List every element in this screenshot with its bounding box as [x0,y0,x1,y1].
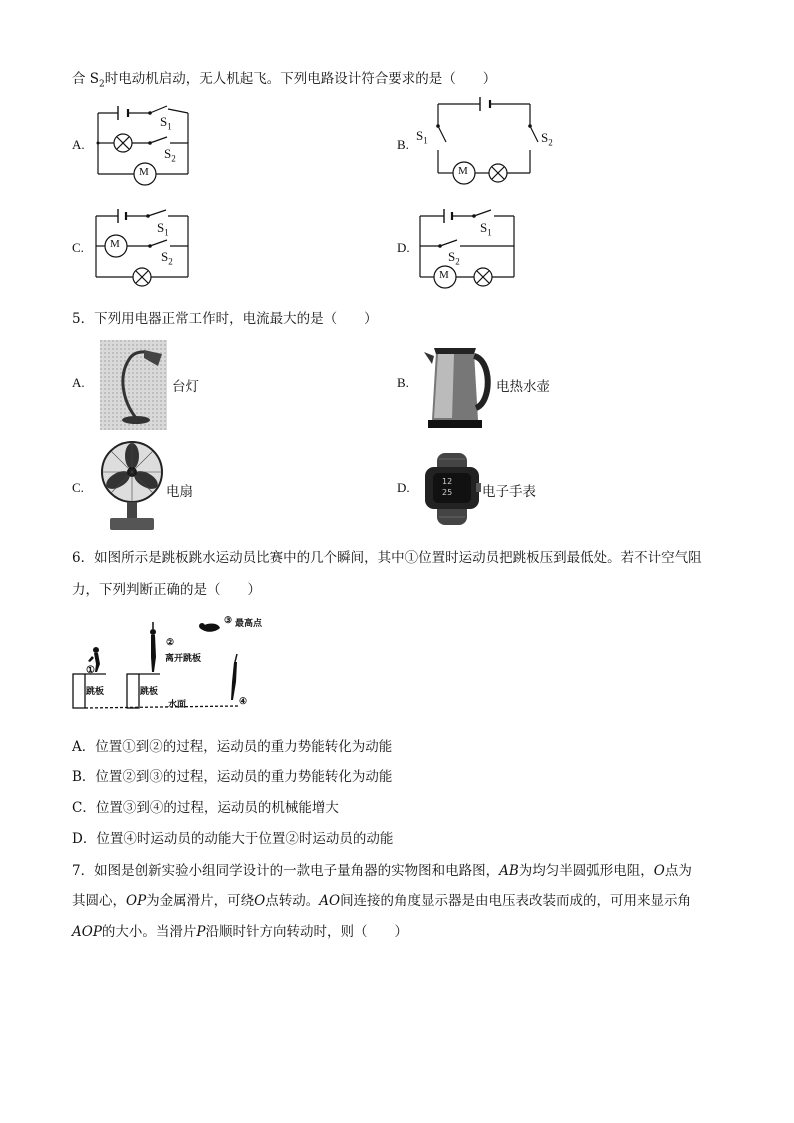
q6-stem-line1: 6．如图所示是跳板跳水运动员比赛中的几个瞬间，其中①位置时运动员把跳板压到最低处。若不计空气阻 [72,550,702,566]
lamp-icon [100,340,167,430]
diving-p4: ④ [239,697,248,707]
q7-line3: AOP的大小。当滑片P沿顺时针方向转动时，则（ ） [72,924,408,940]
q4-a-s1: $S_1$ [160,114,172,132]
q5-option-a-letter[interactable]: A. [72,375,85,390]
q7-line2: 其圆心，OP为金属滑片，可绕O点转动。AO间连接的角度显示器是由电压表改装而成的，可用来显示角 [72,893,692,909]
q4-option-a-letter[interactable]: A. [72,137,85,152]
diving-figure [70,612,250,722]
q4-stem-sub: 2 [99,79,105,90]
q5-option-c-letter[interactable]: C. [72,480,84,495]
q4-a-s2: $S_2$ [164,146,176,164]
diving-p3: ③ [224,616,233,626]
q4-d-s1: $S_1$ [480,220,492,238]
q4-c-s1: $S_1$ [157,220,169,238]
electric-fan-icon [100,440,164,532]
q4-c-motor: M [110,238,120,250]
q6-option-b[interactable]: B．位置②到③的过程，运动员的重力势能转化为动能 [72,769,393,785]
q4-b-s2: $S_2$ [541,130,553,148]
diving-p3-text: 最高点 [235,619,263,629]
q5-option-b-label: 电热水壶 [496,379,550,395]
q7-line1: 7．如图是创新实验小组同学设计的一款电子量角器的实物图和电路图，AB为均匀半圆弧形电阻，O点为 [72,863,692,879]
diving-board1: 跳板 [86,687,105,697]
q4-stem-pre: 合 S [72,71,100,87]
q4-c-s2: $S_2$ [161,249,173,267]
q4-stem-post: 时电动机启动，无人机起飞。下列电路设计符合要求的是（ ） [104,71,497,87]
q5-stem: 5．下列用电器正常工作时，电流最大的是（ ） [72,311,378,327]
watch-time-bottom: 25 [442,488,453,497]
q5-option-c-label: 电扇 [166,484,193,500]
q6-stem-line2: 力，下列判断正确的是（ ） [72,582,261,598]
q5-option-b-letter[interactable]: B. [397,375,409,390]
q4-option-b-letter[interactable]: B. [397,137,409,152]
watch-time-top: 12 [442,477,453,486]
diving-p2-text: 离开跳板 [165,654,202,664]
q4-d-motor: M [439,269,449,281]
q4-b-s1: $S_1$ [416,128,428,146]
diving-water: 水面 [168,700,187,710]
q6-option-c[interactable]: C．位置③到④的过程，运动员的机械能增大 [72,800,339,816]
q4-b-motor: M [458,165,468,177]
q4-a-motor: M [139,166,149,178]
q4-option-d-letter[interactable]: D. [397,240,410,255]
q4-option-c-letter[interactable]: C. [72,240,84,255]
q4-d-s2: $S_2$ [448,249,460,267]
q5-option-d-letter[interactable]: D. [397,480,410,495]
diving-p1: ① [86,665,95,676]
q6-option-d[interactable]: D．位置④时运动员的动能大于位置②时运动员的动能 [72,831,394,847]
q5-option-a-label: 台灯 [172,379,199,395]
q5-option-d-label: 电子手表 [482,484,536,500]
q6-option-a[interactable]: A．位置①到②的过程，运动员的重力势能转化为动能 [72,739,393,755]
diving-board2: 跳板 [140,687,159,697]
diving-p2: ② [166,638,175,648]
electric-kettle-icon [424,342,494,430]
